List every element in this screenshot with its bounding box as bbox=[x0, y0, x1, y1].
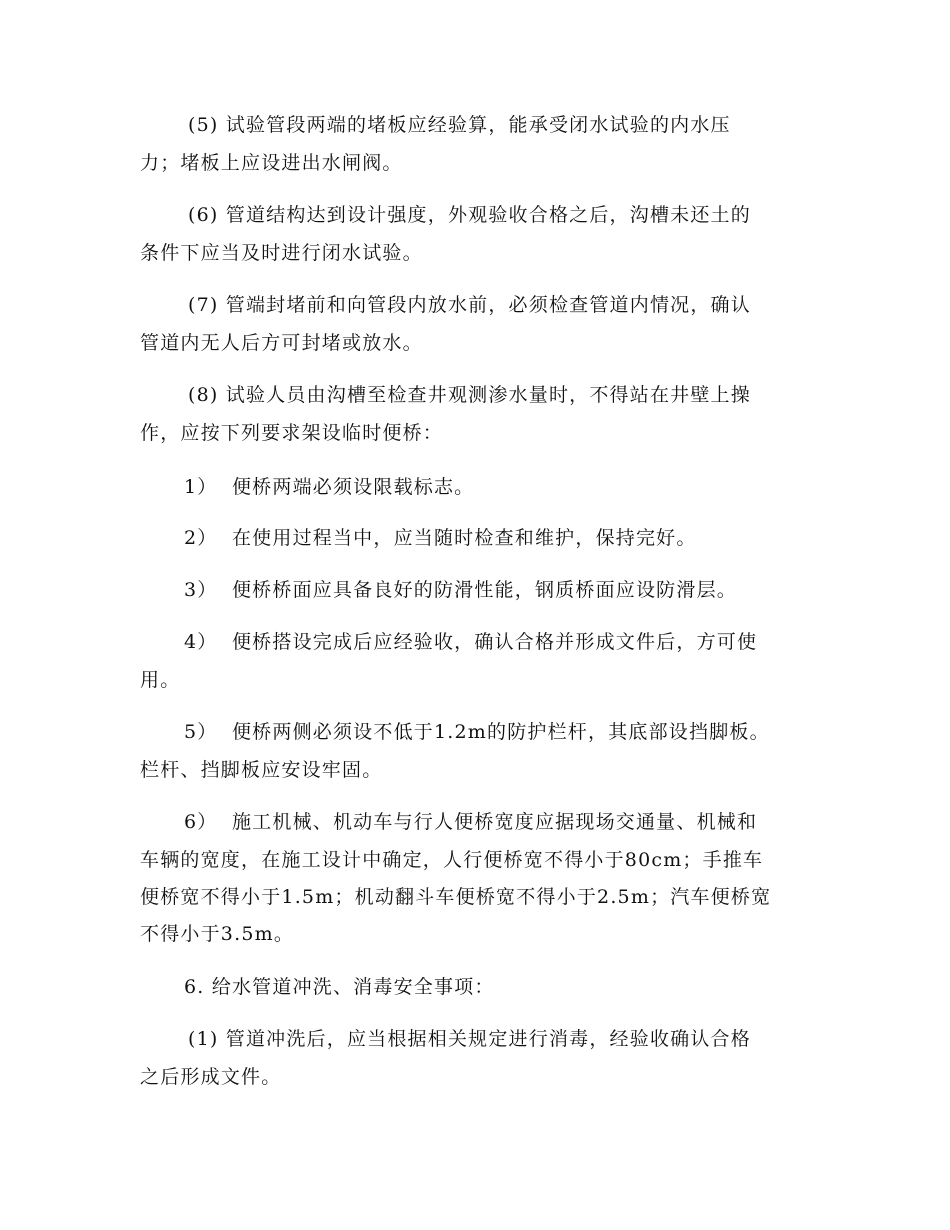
paragraph-line: (1) 管道冲洗后，应当根据相关规定进行消毒，经验收确认合格 bbox=[188, 1028, 751, 1050]
list-item-text: 3） 便桥桥面应具备良好的防滑性能，钢质桥面应设防滑层。 bbox=[184, 579, 737, 601]
list-item-text: 4） 便桥搭设完成后应经验收，确认合格并形成文件后，方可使 bbox=[184, 631, 758, 653]
paragraph-line: (6) 管道结构达到设计强度，外观验收合格之后，沟槽未还土的 bbox=[188, 204, 751, 226]
list-item-text: 便桥宽不得小于1.5m；机动翻斗车便桥宽不得小于2.5m；汽车便桥宽 bbox=[140, 886, 772, 908]
list-item-text: 车辆的宽度，在施工设计中确定，人行便桥宽不得小于80cm；手推车 bbox=[140, 849, 764, 871]
paragraph-line: 力；堵板上应设进出水闸阀。 bbox=[140, 152, 403, 174]
list-item-text: 不得小于3.5m。 bbox=[140, 923, 295, 945]
paragraph-line: 之后形成文件。 bbox=[140, 1066, 282, 1088]
paragraph-line: 作，应按下列要求架设临时便桥： bbox=[140, 422, 444, 444]
paragraph-line: (8) 试验人员由沟槽至检查井观测渗水量时，不得站在井壁上操 bbox=[188, 384, 751, 406]
paragraph-line: (5) 试验管段两端的堵板应经验算，能承受闭水试验的内水压 bbox=[188, 114, 731, 136]
paragraph-line: 条件下应当及时进行闭水试验。 bbox=[140, 242, 423, 264]
list-item-text: 栏杆、挡脚板应安设牢固。 bbox=[140, 759, 383, 781]
list-item-text: 5） 便桥两侧必须设不低于1.2m的防护栏杆，其底部设挡脚板。 bbox=[184, 721, 770, 743]
section-heading-text: 6. 给水管道冲洗、消毒安全事项： bbox=[184, 976, 495, 998]
list-item-text: 2） 在使用过程当中，应当随时检查和维护，保持完好。 bbox=[184, 527, 697, 549]
list-item-text: 6） 施工机械、机动车与行人便桥宽度应据现场交通量、机械和 bbox=[184, 811, 758, 833]
list-item-text: 1） 便桥两端必须设限载标志。 bbox=[184, 476, 475, 498]
list-item-text: 用。 bbox=[140, 669, 181, 691]
paragraph-line: 管道内无人后方可封堵或放水。 bbox=[140, 332, 423, 354]
paragraph-line: (7) 管端封堵前和向管段内放水前，必须检查管道内情况，确认 bbox=[188, 294, 751, 316]
